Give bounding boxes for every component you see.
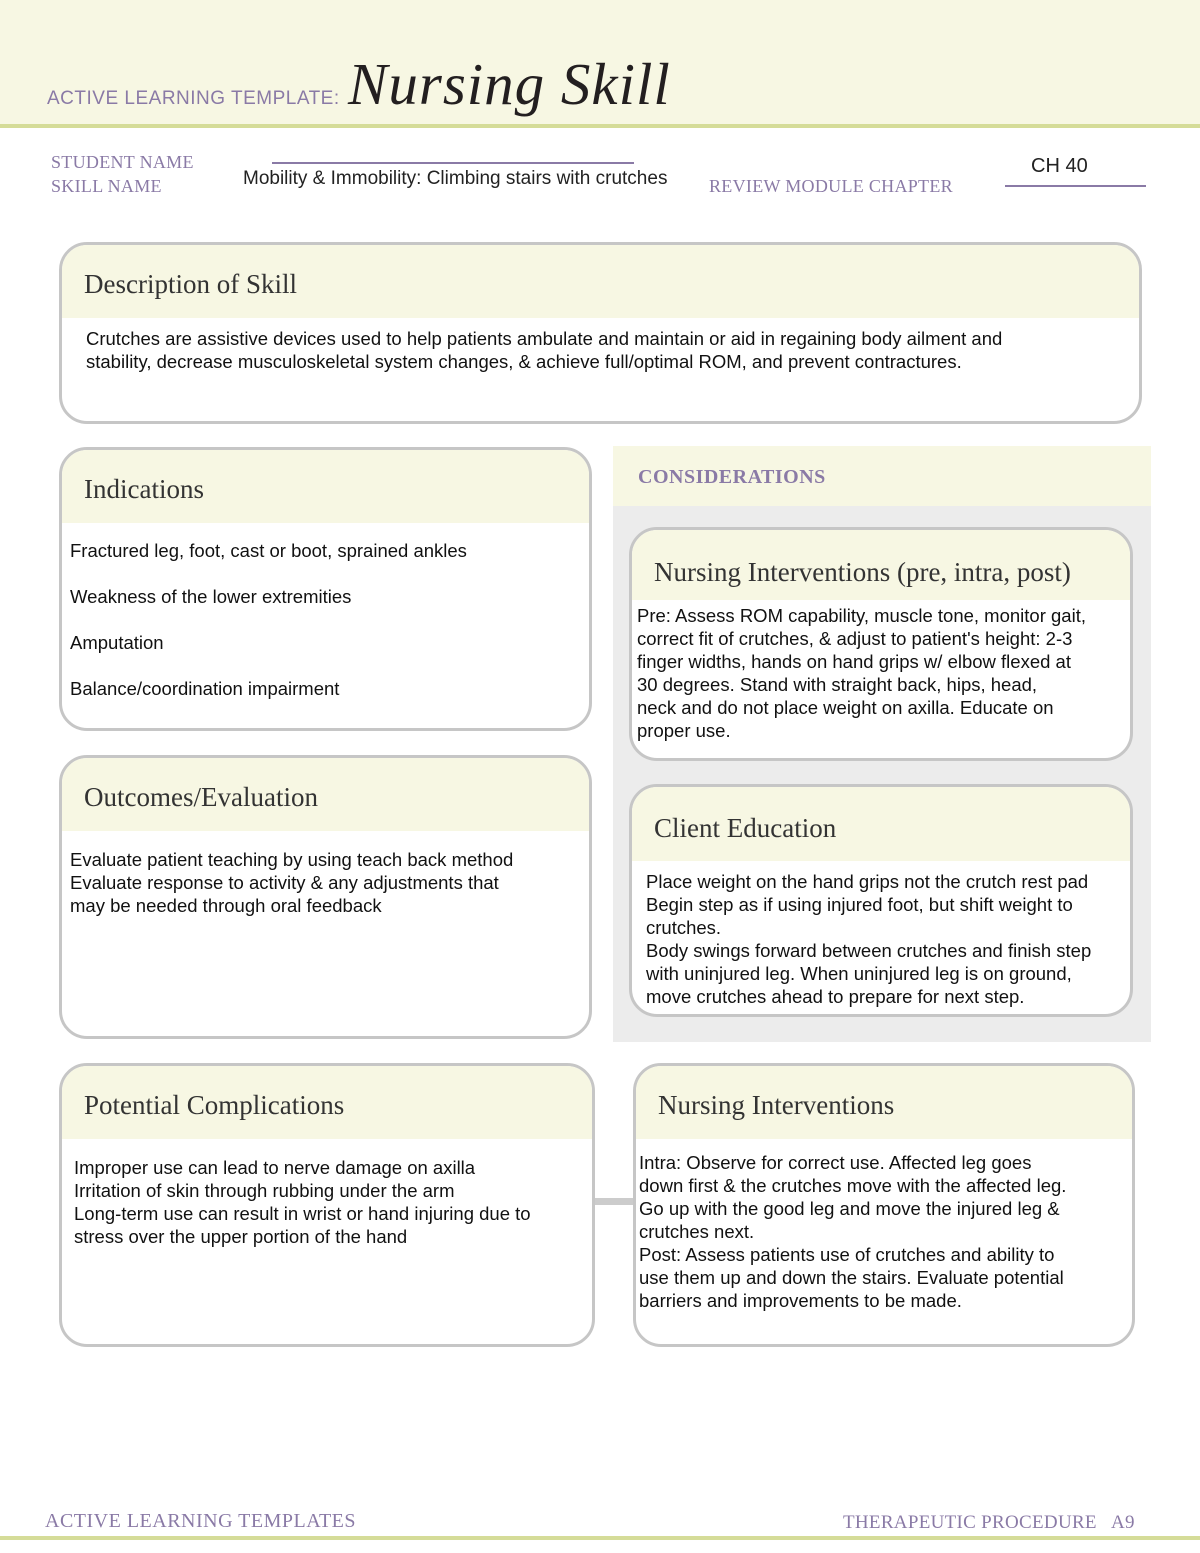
outcomes-body — [62, 831, 589, 917]
indication-item: Fractured leg, foot, cast or boot, sprained ankles — [70, 540, 467, 561]
complication-line: stress over the upper portion of the hand — [74, 1226, 408, 1247]
complication-line: Improper use can lead to nerve damage on axilla — [74, 1157, 476, 1178]
pre-intra-post-body — [632, 600, 1130, 742]
skill-name-label: SKILL NAME — [51, 176, 162, 196]
footer-divider — [0, 1536, 1200, 1540]
header-divider — [0, 124, 1200, 128]
interventions-title: Nursing Interventions — [636, 1066, 1132, 1139]
pre-intra-post-title: Nursing Interventions (pre, intra, post) — [632, 530, 1130, 600]
client-education-box — [629, 784, 1133, 1017]
client-education-line: Place weight on the hand grips not the crutch rest pad — [646, 871, 1089, 892]
student-name-field — [272, 162, 634, 164]
box-connector — [592, 1198, 636, 1205]
complications-title: Potential Complications — [62, 1066, 592, 1139]
chapter-value: CH 40 — [1031, 155, 1088, 177]
client-education-line: with uninjured leg. When uninjured leg is on ground, — [646, 963, 1072, 984]
intervention-line: Intra: Observe for correct use. Affected leg goes — [639, 1152, 1032, 1173]
client-education-body — [632, 861, 1130, 1008]
description-line: stability, decrease musculoskeletal system changes, & achieve full/optimal ROM, and prevent contractures. — [86, 351, 962, 372]
pre-intra-post-line: finger widths, hands on hand grips w/ elbow flexed at — [637, 651, 1071, 672]
description-title: Description of Skill — [62, 245, 1139, 318]
client-education-line: move crutches ahead to prepare for next step. — [646, 986, 1025, 1007]
indications-box — [59, 447, 592, 731]
outcomes-line: Evaluate patient teaching by using teach back method — [70, 849, 514, 870]
outcomes-line: may be needed through oral feedback — [70, 895, 382, 916]
description-body — [62, 318, 1139, 373]
pre-intra-post-line: correct fit of crutches, & adjust to patient's height: 2-3 — [637, 628, 1073, 649]
pre-intra-post-line: neck and do not place weight on axilla. Educate on — [637, 697, 1054, 718]
complication-line: Irritation of skin through rubbing under the arm — [74, 1180, 455, 1201]
complications-body — [62, 1139, 592, 1248]
intervention-line: Post: Assess patients use of crutches and ability to — [639, 1244, 1055, 1265]
intervention-line: down first & the crutches move with the affected leg. — [639, 1175, 1067, 1196]
client-education-title: Client Education — [632, 787, 1130, 861]
footer-left-label: ACTIVE LEARNING TEMPLATES — [45, 1510, 357, 1532]
client-education-line: crutches. — [646, 917, 722, 938]
complications-box — [59, 1063, 595, 1347]
pre-intra-post-box — [629, 527, 1133, 761]
skill-name-value: Mobility & Immobility: Climbing stairs with crutches — [243, 168, 668, 189]
intervention-line: use them up and down the stairs. Evaluate potential — [639, 1267, 1064, 1288]
considerations-label: CONSIDERATIONS — [638, 466, 826, 488]
description-box — [59, 242, 1142, 424]
indication-item: Amputation — [70, 632, 164, 653]
intervention-line: Go up with the good leg and move the injured leg & — [639, 1198, 1060, 1219]
interventions-body — [636, 1139, 1132, 1312]
indication-item: Balance/coordination impairment — [70, 678, 340, 699]
description-line: Crutches are assistive devices used to help patients ambulate and maintain or aid in regaining body ailment and — [86, 328, 1003, 349]
pre-intra-post-line: proper use. — [637, 720, 731, 741]
indications-body — [62, 523, 589, 700]
pre-intra-post-line: Pre: Assess ROM capability, muscle tone, monitor gait, — [637, 605, 1086, 626]
intervention-line: barriers and improvements to be made. — [639, 1290, 962, 1311]
pre-intra-post-line: 30 degrees. Stand with straight back, hips, head, — [637, 674, 1038, 695]
intervention-line: crutches next. — [639, 1221, 755, 1242]
complication-line: Long-term use can result in wrist or hand injuring due to — [74, 1203, 531, 1224]
indication-item: Weakness of the lower extremities — [70, 586, 352, 607]
student-name-label: STUDENT NAME — [51, 152, 194, 172]
footer-right-label: THERAPEUTIC PROCEDURE A9 — [843, 1512, 1135, 1533]
interventions-box — [633, 1063, 1135, 1347]
client-education-line: Body swings forward between crutches and finish step — [646, 940, 1092, 961]
indications-title: Indications — [62, 450, 589, 523]
client-education-line: Begin step as if using injured foot, but shift weight to — [646, 894, 1073, 915]
template-title: Nursing Skill — [348, 51, 671, 117]
review-module-chapter-label: REVIEW MODULE CHAPTER — [709, 176, 953, 196]
template-label: ACTIVE LEARNING TEMPLATE: — [47, 88, 340, 109]
chapter-underline — [1005, 185, 1146, 187]
outcomes-box — [59, 755, 592, 1039]
outcomes-title: Outcomes/Evaluation — [62, 758, 589, 831]
outcomes-line: Evaluate response to activity & any adjustments that — [70, 872, 499, 893]
